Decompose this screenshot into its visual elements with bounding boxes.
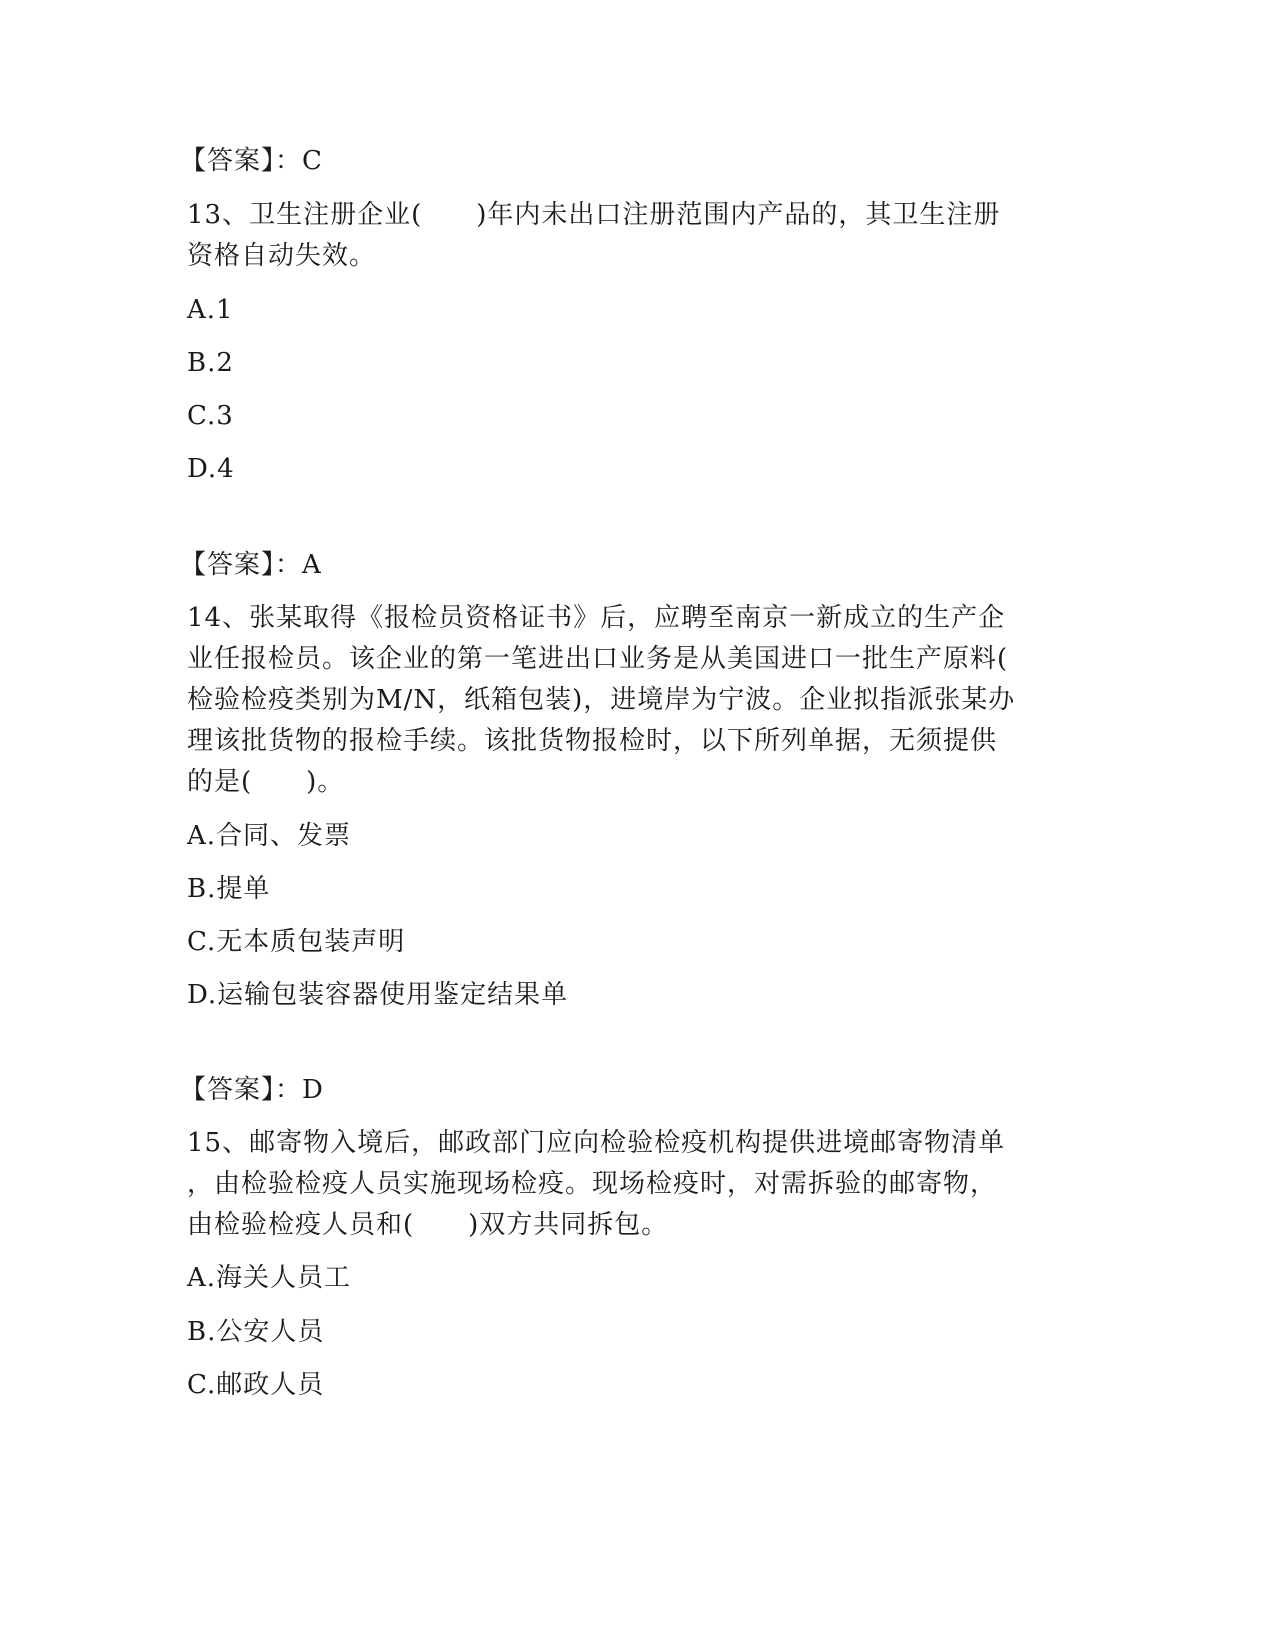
question-13-option-d: D.4 [187, 454, 235, 484]
question-14-option-a: A.合同、发票 [187, 821, 352, 851]
question-13-option-c: C.3 [187, 401, 234, 431]
question-15-option-b: B.公安人员 [187, 1317, 325, 1347]
question-14-stem-line-5: 的是( )。 [187, 767, 345, 797]
question-15-option-a: A.海关人员工 [187, 1263, 352, 1293]
question-14-stem-line-4: 理该批货物的报检手续。该批货物报检时，以下所列单据，无须提供 [187, 726, 998, 756]
answer-label-q12: 【答案】：C [180, 146, 323, 176]
question-14-option-c: C.无本质包装声明 [187, 927, 406, 957]
question-15-stem-line-1: 15、邮寄物入境后，邮政部门应向检验检疫机构提供进境邮寄物清单 [187, 1128, 1006, 1158]
question-15-stem-line-2: ，由检验检疫人员实施现场检疫。现场检疫时，对需拆验的邮寄物， [187, 1169, 998, 1199]
question-13-stem-line-1: 13、卫生注册企业( )年内未出口注册范围内产品的，其卫生注册 [187, 200, 1001, 230]
question-15-option-c: C.邮政人员 [187, 1370, 325, 1400]
answer-label-q13: 【答案】：A [180, 550, 322, 580]
answer-label-q14: 【答案】：D [180, 1075, 324, 1105]
question-14-stem-line-1: 14、张某取得《报检员资格证书》后，应聘至南京一新成立的生产企 [187, 603, 1006, 633]
question-14-stem-line-2: 业任报检员。该企业的第一笔进出口业务是从美国进口一批生产原料( [187, 644, 1009, 674]
question-13-stem-line-2: 资格自动失效。 [187, 241, 377, 271]
question-13-option-b: B.2 [187, 348, 234, 378]
question-14-stem-line-3: 检验检疫类别为M/N，纸箱包装)，进境岸为宁波。企业拟指派张某办 [187, 685, 1016, 715]
question-14-option-d: D.运输包装容器使用鉴定结果单 [187, 980, 569, 1010]
question-15-stem-line-3: 由检验检疫人员和( )双方共同拆包。 [187, 1210, 669, 1240]
question-14-option-b: B.提单 [187, 874, 271, 904]
question-13-option-a: A.1 [187, 295, 234, 325]
